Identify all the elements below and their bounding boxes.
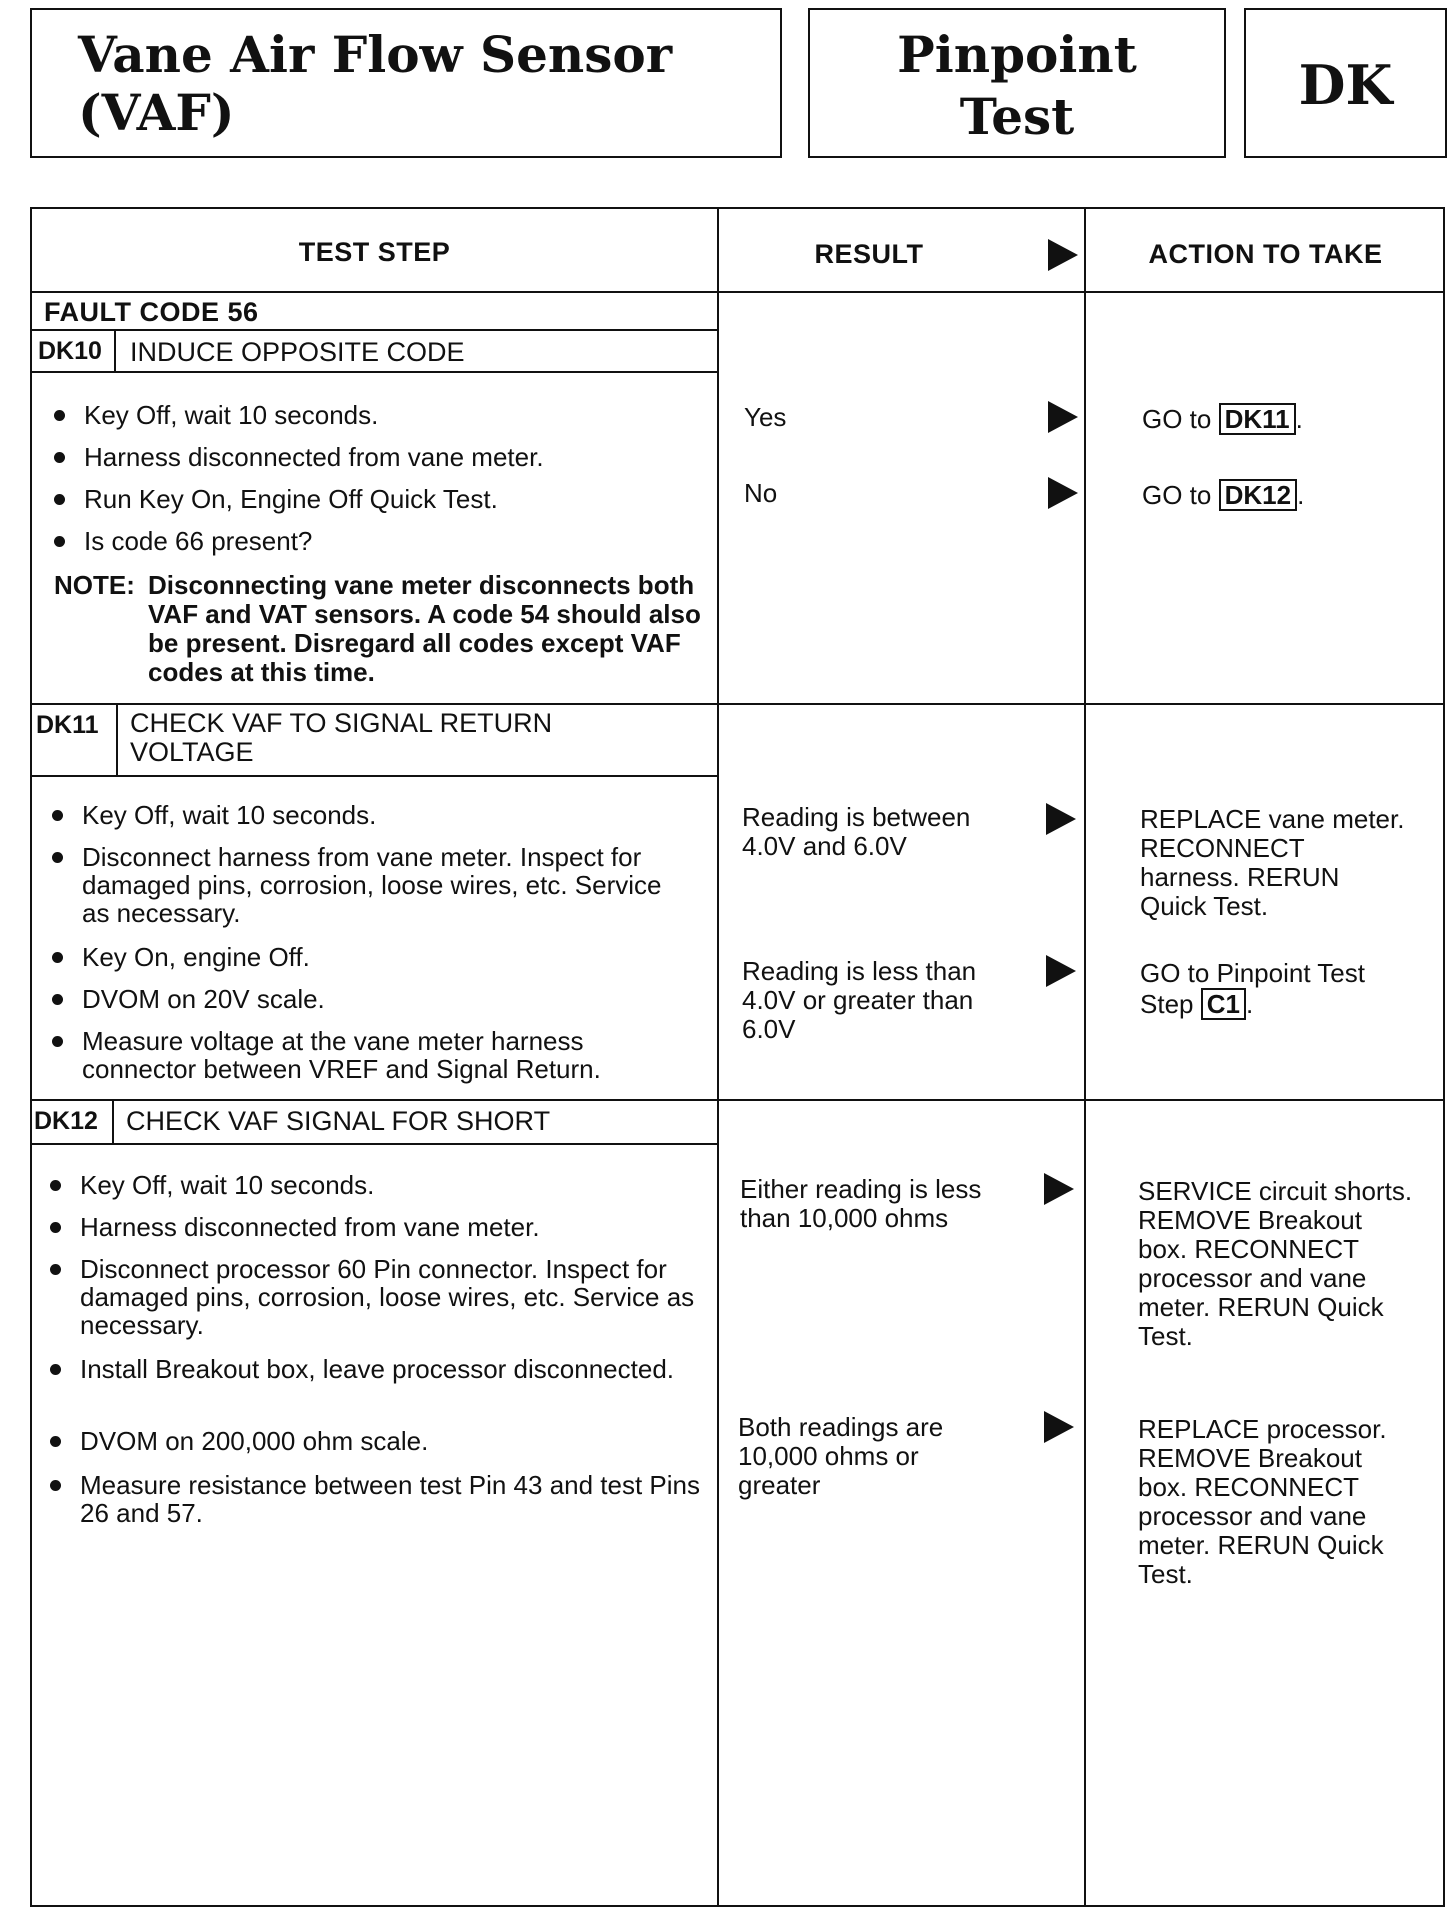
list-item [54,401,694,429]
bullet-text: Disconnect processor 60 Pin connector. Inspect for damaged pins, corrosion, loose wires, etc. Service as necessary. [80,1254,695,1340]
list-item [50,1355,700,1383]
bullet-icon [52,994,63,1005]
bullet-text: DVOM on 20V scale. [82,984,325,1014]
pinpoint-test-box [808,8,1226,158]
arrow-icon [1044,1411,1074,1443]
list-item [52,985,692,1013]
bullet-text: Key Off, wait 10 seconds. [84,400,379,430]
list-item [54,485,694,513]
note-text: Disconnecting vane meter disconnects both VAF and VAT sensors. A code 54 should also be present. Disregard all codes except VAF codes at this time. [148,570,701,687]
list-item [52,801,692,829]
list-item [54,527,694,555]
pinpoint-label-line2: Test [959,87,1075,146]
divider [116,703,118,775]
result-dk10-no: No [744,478,778,508]
result-dk11-out-of-range: Reading is less than 4.0V or greater than 6.0V [742,956,977,1044]
page-title-line1: Vane Air Flow Sensor [78,25,673,84]
bullet-icon [54,410,65,421]
bullet-text: Is code 66 present? [84,526,313,556]
step-id-dk10: DK10 [38,337,102,365]
bullet-icon [52,810,63,821]
result-dk10-yes: Yes [744,402,787,432]
action-text: GO to [1142,404,1212,434]
bullet-text: Key On, engine Off. [82,942,310,972]
header-divider [32,291,1443,293]
pinpoint-label-line1: Pinpoint [897,25,1137,84]
action-dk12-low: SERVICE circuit shorts. REMOVE Breakout box. RECONNECT processor and vane meter. RERUN Quick Test. [1138,1176,1413,1351]
bullet-icon [50,1480,61,1491]
bullet-icon [50,1180,61,1191]
bullet-text: Measure resistance between test Pin 43 and test Pins 26 and 57. [80,1470,701,1528]
bullet-icon [50,1264,61,1275]
row-divider [32,1099,1443,1101]
bullet-icon [52,852,63,863]
list-item [50,1213,700,1241]
arrow-icon [1046,803,1076,835]
result-dk11-in-range: Reading is between 4.0V and 6.0V [742,802,971,861]
fault-code-label: FAULT CODE 56 [44,297,259,327]
list-item [50,1427,700,1455]
page-title-line2: (VAF) [78,83,235,142]
bullet-text: Key Off, wait 10 seconds. [82,800,377,830]
action-dk11-out-of-range [1140,959,1410,1020]
arrow-icon [1048,239,1078,271]
step-ref-c1[interactable]: C1 [1201,988,1246,1020]
step-title-dk10: INDUCE OPPOSITE CODE [130,337,465,367]
list-item [50,1171,700,1199]
bullet-icon [52,952,63,963]
result-dk12-low: Either reading is less than 10,000 ohms [740,1174,982,1233]
bullet-text: Harness disconnected from vane meter. [84,442,544,472]
action-dk10-yes [1142,403,1303,435]
list-item [52,1027,692,1083]
list-item [54,443,694,471]
pinpoint-table [30,207,1445,1907]
divider [32,775,717,777]
bullet-text: Install Breakout box, leave processor disconnected. [80,1354,675,1384]
step-id-dk11: DK11 [36,711,99,739]
list-item [50,1255,700,1339]
step-title-dk11-line2: VOLTAGE [130,737,254,767]
divider [32,1143,717,1145]
arrow-icon [1046,955,1076,987]
title-box [30,8,782,158]
note-label: NOTE: [54,570,135,600]
bullet-icon [50,1364,61,1375]
bullet-text: Disconnect harness from vane meter. Inspect for damaged pins, corrosion, loose wires, etc. Service as necessary. [82,842,662,928]
list-item [52,843,692,927]
row-divider [32,703,1443,705]
divider [32,329,717,331]
column-divider [717,209,719,1905]
bullet-icon [52,1036,63,1047]
bullet-text: Harness disconnected from vane meter. [80,1212,540,1242]
step-id-dk12: DK12 [34,1107,98,1135]
action-dk10-no [1142,479,1304,511]
action-text: . [1297,480,1305,510]
column-header-action: ACTION TO TAKE [1148,239,1383,269]
bullet-icon [50,1222,61,1233]
step-title-dk12: CHECK VAF SIGNAL FOR SHORT [126,1106,551,1136]
list-item [50,1471,700,1527]
step-ref-dk12[interactable]: DK12 [1219,479,1297,511]
bullet-icon [54,536,65,547]
action-text: GO to [1142,480,1212,510]
step-title-dk11-line1: CHECK VAF TO SIGNAL RETURN [130,708,553,738]
action-text: . [1245,989,1254,1019]
bullet-icon [54,452,65,463]
action-dk12-high: REPLACE processor. REMOVE Breakout box. RECONNECT processor and vane meter. RERUN Quick Test. [1138,1414,1387,1589]
list-item [52,943,692,971]
bullet-icon [50,1436,61,1447]
bullet-icon [54,494,65,505]
arrow-icon [1044,1173,1074,1205]
action-text: GO to Pinpoint Test Step [1140,958,1365,1019]
column-header-test-step: TEST STEP [298,237,451,267]
action-text: . [1295,404,1303,434]
action-dk11-in-range: REPLACE vane meter. RECONNECT harness. RERUN Quick Test. [1140,804,1405,921]
divider [112,1099,114,1143]
bullet-text: Key Off, wait 10 seconds. [80,1170,375,1200]
divider [114,329,116,371]
step-ref-dk11[interactable]: DK11 [1219,403,1296,435]
column-header-result: RESULT [814,239,924,269]
divider [32,371,717,373]
column-divider [1084,209,1086,1905]
test-code-box [1244,8,1447,158]
bullet-text: Measure voltage at the vane meter harness connector between VREF and Signal Return. [82,1026,601,1084]
bullet-text: Run Key On, Engine Off Quick Test. [84,484,498,514]
arrow-icon [1048,477,1078,509]
result-dk12-high: Both readings are 10,000 ohms or greater [738,1412,944,1500]
arrow-icon [1048,401,1078,433]
test-code: DK [1298,53,1393,117]
bullet-text: DVOM on 200,000 ohm scale. [80,1426,429,1456]
